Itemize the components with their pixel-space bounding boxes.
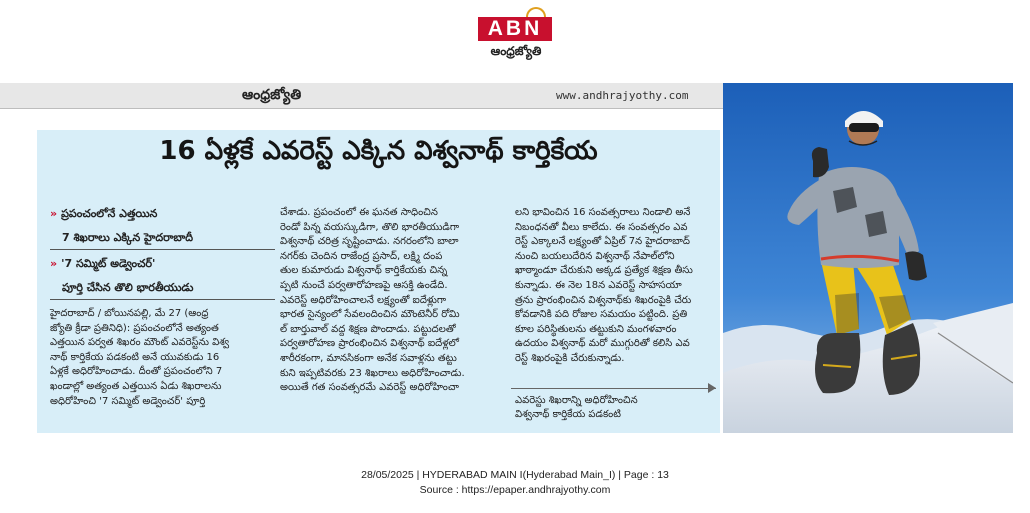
double-chevron-icon: »: [50, 257, 58, 270]
text-line: లని భావించిన 16 సంవత్సరాలు నిండాలి అనే: [515, 207, 691, 218]
text-line: తుల కుమారుడు విశ్వనాథ్ కార్తికేయకు చిన్న: [280, 265, 448, 277]
article-column-1: [50, 307, 280, 409]
text-line: చేశాడు. ప్రపంచంలో ఈ ఘనత సాధించిన: [280, 207, 438, 218]
text-line: ఎత్తయిన పర్వత శిఖరం మౌంట్ ఎవరెస్ట్‌ను విశ్వ: [50, 337, 230, 349]
text-line: ఖండాల్లో అత్యంత ఎత్తయిన ఏడు శిఖరాలను: [50, 380, 222, 392]
text-line: రెస్ట్ ఎక్కాలనే లక్ష్యంతో ఏప్రిల్ 7న హైదరాబాద్: [515, 236, 690, 248]
text-line: నిబంధనతో వీలు కాలేదు. ఈ సంవత్సరం ఎవ: [515, 221, 688, 233]
masthead-url: www.andhrajyothy.com: [556, 89, 689, 102]
text-line: ఉదయం విశ్వనాథ్ మరో ముగ్గురితో కలిసి ఎవ: [515, 338, 690, 350]
deck-item-1: [50, 207, 280, 223]
masthead-strip: [0, 83, 723, 109]
text-line: నగర్‌కు చెందిన రాజేంద్ర ప్రసాద్, లక్ష్మి దంప: [280, 250, 443, 262]
deck-2-line-1: '7 సమ్మిట్ అడ్వెంచర్': [61, 257, 156, 270]
text-line: కోవడానికి పది రోజుల సమయం పట్టింది. ప్రతి: [515, 309, 688, 321]
caption-line: విశ్వనాథ్ కార్తికేయ పడకంటి: [515, 409, 621, 420]
photo-caption: [515, 394, 715, 422]
deck-divider: [50, 249, 275, 250]
text-line: విశ్వనాథ్ చరిత్ర సృష్టించాడు. నగరంలోని బాలా: [280, 236, 459, 248]
deck-2-line-2: పూర్తి చేసిన తొలి భారతీయుడు: [62, 281, 194, 294]
text-line: ప్పటి నుంచే పర్వతారోహణపై ఆసక్తి ఉండేది.: [280, 279, 448, 291]
text-line: రెస్ట్ శిఖరంపైకి చేరుకున్నాడు.: [515, 352, 625, 364]
text-line: నుంచి బయలుదేరిన విశ్వనాథ్ నేపాల్‌లోని: [515, 250, 675, 262]
article-column-2: [280, 206, 502, 396]
text-line: ఎవరెస్ట్ అధిరోహించాలనే లక్ష్యంతో ఐదేళ్లుగా: [280, 294, 447, 306]
text-line: ఖాఠ్మాండూ చేరుకుని అక్కడ ప్రత్యేక శిక్షణ తీసు: [515, 265, 693, 277]
caption-line: ఎవరెస్టు శిఖరాన్ని అధిరోహించిన: [515, 395, 638, 406]
text-line: ఏళ్లకే అధిరోహించాడు. దీంతో ప్రపంచంలోని 7: [50, 366, 223, 378]
text-line: రెండో పిన్న వయస్కుడిగా, తొలి భారతీయుడిగా: [280, 221, 460, 233]
text-line: అయితే గత సంవత్సరమే ఎవరెస్ట్ అధిరోహించా: [280, 382, 459, 394]
text-line: భారత సైన్యంలో సేవలందించిన మౌంటెనీర్ రోమి: [280, 309, 460, 321]
text-line: జ్యోతి క్రీడా ప్రతినిధి): ప్రపంచంలోనే అత్యంత: [50, 322, 219, 334]
article-headline: 16 ఏళ్లకే ఎవరెస్ట్ ఎక్కిన విశ్వనాథ్ కార్తికేయ: [159, 136, 598, 166]
article-clipping: [37, 130, 720, 433]
edition-info: 28/05/2025 | HYDERABAD MAIN I(Hyderabad Main_I) | Page : 13: [361, 469, 669, 481]
deck-item-1-cont: [50, 231, 280, 247]
caption-arrow-icon: [708, 383, 716, 393]
source-link[interactable]: Source : https://epaper.andhrajyothy.com: [419, 484, 611, 496]
text-line: కుని ఇప్పటివరకు 23 శిఖరాలు అధిరోహించాడు.: [280, 367, 465, 379]
text-line: పర్వతారోహణ ప్రారంభించిన విశ్వనాథ్ ఐదేళ్లలో: [280, 338, 459, 350]
climber-image: [723, 83, 1013, 433]
logo-brand: ABN: [478, 17, 552, 41]
text-line: కూల పరిస్థితులను తట్టుకుని మంగళవారం: [515, 323, 677, 335]
text-line: నాథ్ కార్తికేయ పడకంటి అనే యువకుడు 16: [50, 351, 220, 363]
double-chevron-icon: »: [50, 207, 58, 220]
logo-subtitle: ఆంధ్రజ్యోతి: [490, 44, 542, 58]
text-line: త్రను ప్రారంభించిన విశ్వనాథ్‌కు శిఖరంపైకి చేరు: [515, 294, 692, 306]
deck-item-2-cont: [50, 281, 280, 297]
caption-pointer-line: [511, 388, 716, 389]
text-line: శారీరకంగా, మానసికంగా అనేక సవాళ్లను తట్టు: [280, 352, 457, 364]
deck-item-2: [50, 257, 280, 273]
text-line: ల్ బార్తువాల్ వద్ద శిక్షణ పొందాడు. పట్టుదలతో: [280, 323, 456, 335]
text-line: కున్నాడు. ఈ నెల 18న ఎవరెస్ట్ సాహసయా: [515, 279, 682, 291]
summit-photo: [723, 83, 1013, 433]
text-line: అధిరోహించి '7 సమ్మిట్ అడ్వెంచర్' పూర్తి: [50, 395, 206, 407]
abn-logo: [476, 4, 556, 64]
page-footer: [0, 468, 1030, 498]
masthead-name: ఆంధ్రజ్యోతి: [242, 87, 302, 103]
article-column-3: [515, 206, 715, 367]
deck-divider: [50, 299, 275, 300]
deck-1-line-1: ప్రపంచంలోనే ఎత్తయిన: [61, 207, 158, 220]
deck-1-line-2: 7 శిఖరాలు ఎక్కిన హైదరాబాదీ: [62, 231, 194, 244]
text-line: హైదరాబాద్ / బోయినపల్లి, మే 27 (ఆంధ్ర: [50, 308, 209, 319]
